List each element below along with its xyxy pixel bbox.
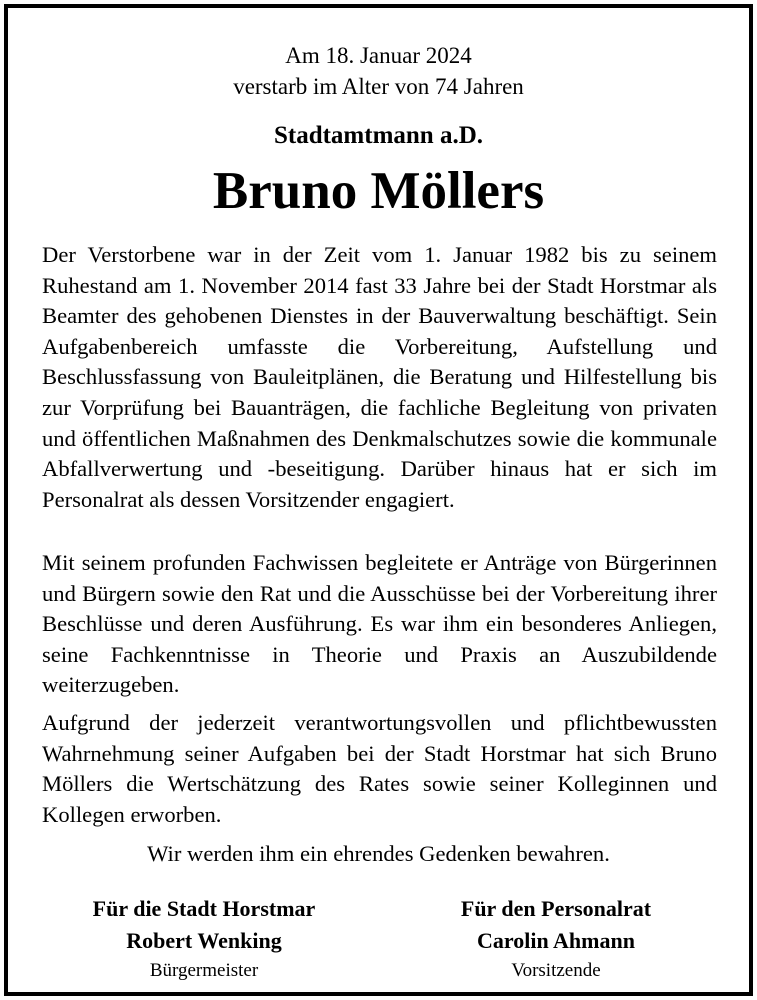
tribute-paragraph-expertise: Mit seinem profunden Fachwissen begleitete er Anträge von Bürgerinnen und Bürgern sowie den Rat und die Ausschüsse bei der Vorbereitung ihrer Beschlüsse und deren Ausführung. Es war ihm ein besonderes Anliegen, seine Fachkenntnisse in Theorie und Praxis an Auszubildende weiterzugeben. [42,550,717,698]
age-line: verstarb im Alter von 74 Jahren [233,74,524,99]
tribute-paragraph-appreciation: Aufgrund der jederzeit verantwortungsvollen und pflichtbewussten Wahrnehmung seiner Aufgaben bei der Stadt Horstmar hat sich Bruno Möllers die Wertschätzung des Rates sowie seiner Kolleginnen und Kollegen erworben. [42,710,717,827]
signature-role: Bürgermeister [149,960,259,981]
signature-organization: Für die Stadt Horstmar [92,896,316,921]
deceased-title: Stadtamtmann a.D. [273,122,484,149]
signature-block-city [44,894,364,984]
signature-role: Vorsitzende [511,960,601,981]
signature-organization: Für den Personalrat [460,896,652,921]
tribute-paragraph-career: Der Verstorbene war in der Zeit vom 1. Januar 1982 bis zu seinem Ruhestand am 1. November 2014 fast 33 Jahre bei der Stadt Horstmar als Beamter des gehobenen Dienstes in der Bauverwaltung beschäftigt. Sein Aufgabenbereich umfasste die Vorbereitung, Aufstellung und Beschlussfassung von Bauleitplänen, die Beratung und Hilfestellung bis zur Vorprüfung bei Bauanträgen, die fachliche Begleitung von privaten und öffentlichen Maßnahmen des Denkmalschutzes sowie die kommunale Abfallverwertung und -beseitigung. Darüber hinaus hat er sich im Personalrat als dessen Vorsitzender engagiert. [42,242,717,512]
signature-person: Carolin Ahmann [477,928,635,953]
obituary-notice [4,4,753,996]
signature-block-staff-council [396,894,716,984]
closing-line: Wir werden ihm ein ehrendes Gedenken bewahren. [147,841,610,866]
death-date-line: Am 18. Januar 2024 [285,43,472,68]
deceased-name: Bruno Möllers [212,162,545,220]
signature-person: Robert Wenking [126,928,282,953]
